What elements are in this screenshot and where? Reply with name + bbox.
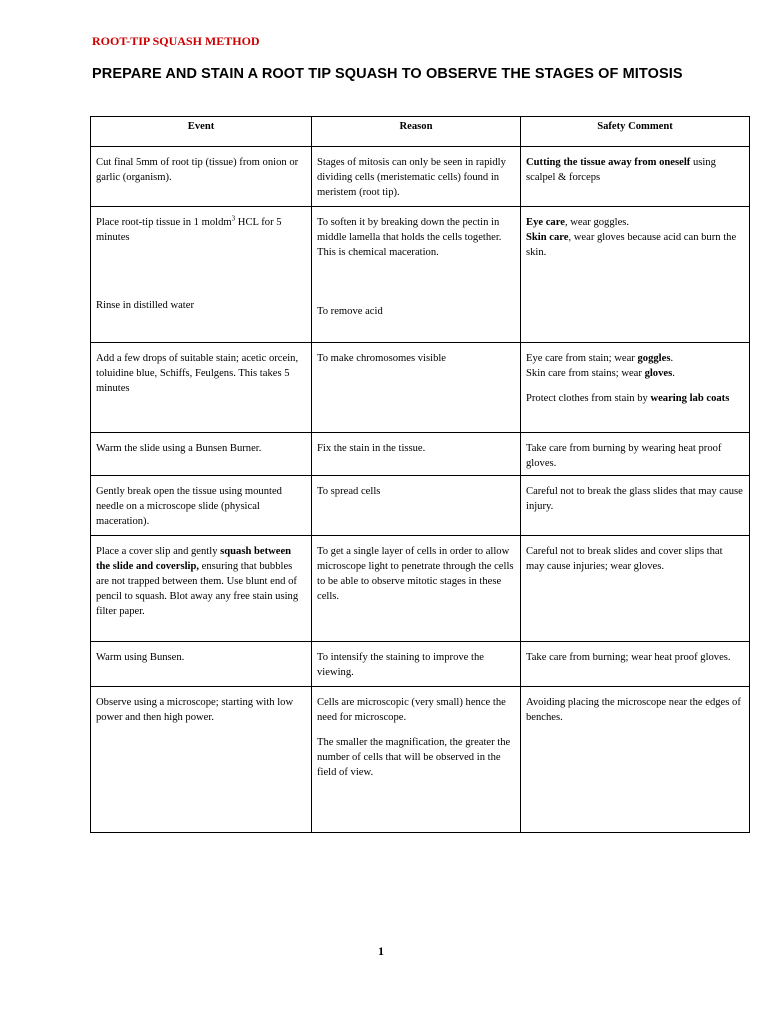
reason-cell: To intensify the staining to improve the viewing. (312, 642, 521, 687)
safety-cell: Eye care, wear goggles. Skin care, wear gloves because acid can burn the skin. (521, 207, 750, 343)
table-row (91, 433, 750, 476)
table-row (91, 207, 750, 343)
table-row (91, 476, 750, 536)
table-row (91, 147, 750, 207)
table-row (91, 343, 750, 433)
header-reason: Reason (312, 117, 521, 147)
event-cell: Add a few drops of suitable stain; acetic orcein, toluidine blue, Schiffs, Feulgens. This takes 5 minutes (91, 343, 312, 433)
event-cell: Place root-tip tissue in 1 moldm$^3$ HCL for 5 minutes Rinse in distilled water (91, 207, 312, 343)
event-cell: Observe using a microscope; starting with low power and then high power. (91, 687, 312, 833)
reason-cell: Fix the stain in the tissue. (312, 433, 521, 476)
reason-cell: To soften it by breaking down the pectin in middle lamella that holds the cells together. This is chemical maceration. To remove acid (312, 207, 521, 343)
table-row (91, 536, 750, 642)
safety-cell: Careful not to break slides and cover slips that may cause injuries; wear gloves. (521, 536, 750, 642)
event-cell: Warm the slide using a Bunsen Burner. (91, 433, 312, 476)
event-cell: Gently break open the tissue using mounted needle on a microscope slide (physical maceration). (91, 476, 312, 536)
safety-cell: Avoiding placing the microscope near the edges of benches. (521, 687, 750, 833)
event-cell: Warm using Bunsen. (91, 642, 312, 687)
header-event: Event (91, 117, 312, 147)
reason-cell: Stages of mitosis can only be seen in rapidly dividing cells (meristematic cells) found in meristem (root tip). (312, 147, 521, 207)
table-row (91, 687, 750, 833)
event-cell: Place a cover slip and gently squash between the slide and coverslip, ensuring that bubbles are not trapped between them. Use blunt end of pencil to squash. Blot away any free stain using filter paper. (91, 536, 312, 642)
safety-cell: Take care from burning by wearing heat proof gloves. (521, 433, 750, 476)
reason-cell: Cells are microscopic (very small) hence the need for microscope. The smaller the magnification, the greater the number of cells that will be observed in the field of view. (312, 687, 521, 833)
table-header-row (91, 117, 750, 147)
reason-cell: To get a single layer of cells in order to allow microscope light to penetrate through the cells to be able to observe mitotic stages in these cells. (312, 536, 521, 642)
reason-cell: To make chromosomes visible (312, 343, 521, 433)
table-row (91, 642, 750, 687)
page-number: 1 (378, 944, 384, 958)
safety-cell: Careful not to break the glass slides that may cause injury. (521, 476, 750, 536)
safety-cell: Take care from burning; wear heat proof gloves. (521, 642, 750, 687)
method-table (90, 116, 750, 833)
reason-cell: To spread cells (312, 476, 521, 536)
event-cell: Cut final 5mm of root tip (tissue) from onion or garlic (organism). (91, 147, 312, 207)
page-title: PREPARE AND STAIN A ROOT TIP SQUASH TO OBSERVE THE STAGES OF MITOSIS (92, 66, 683, 82)
header-safety-comment: Safety Comment (521, 117, 750, 147)
safety-cell: Eye care from stain; wear goggles. Skin care from stains; wear gloves. Protect clothes from stain by wearing lab coats (521, 343, 750, 433)
safety-cell: Cutting the tissue away from oneself using scalpel & forceps (521, 147, 750, 207)
document-label: ROOT-TIP SQUASH METHOD (92, 34, 260, 48)
